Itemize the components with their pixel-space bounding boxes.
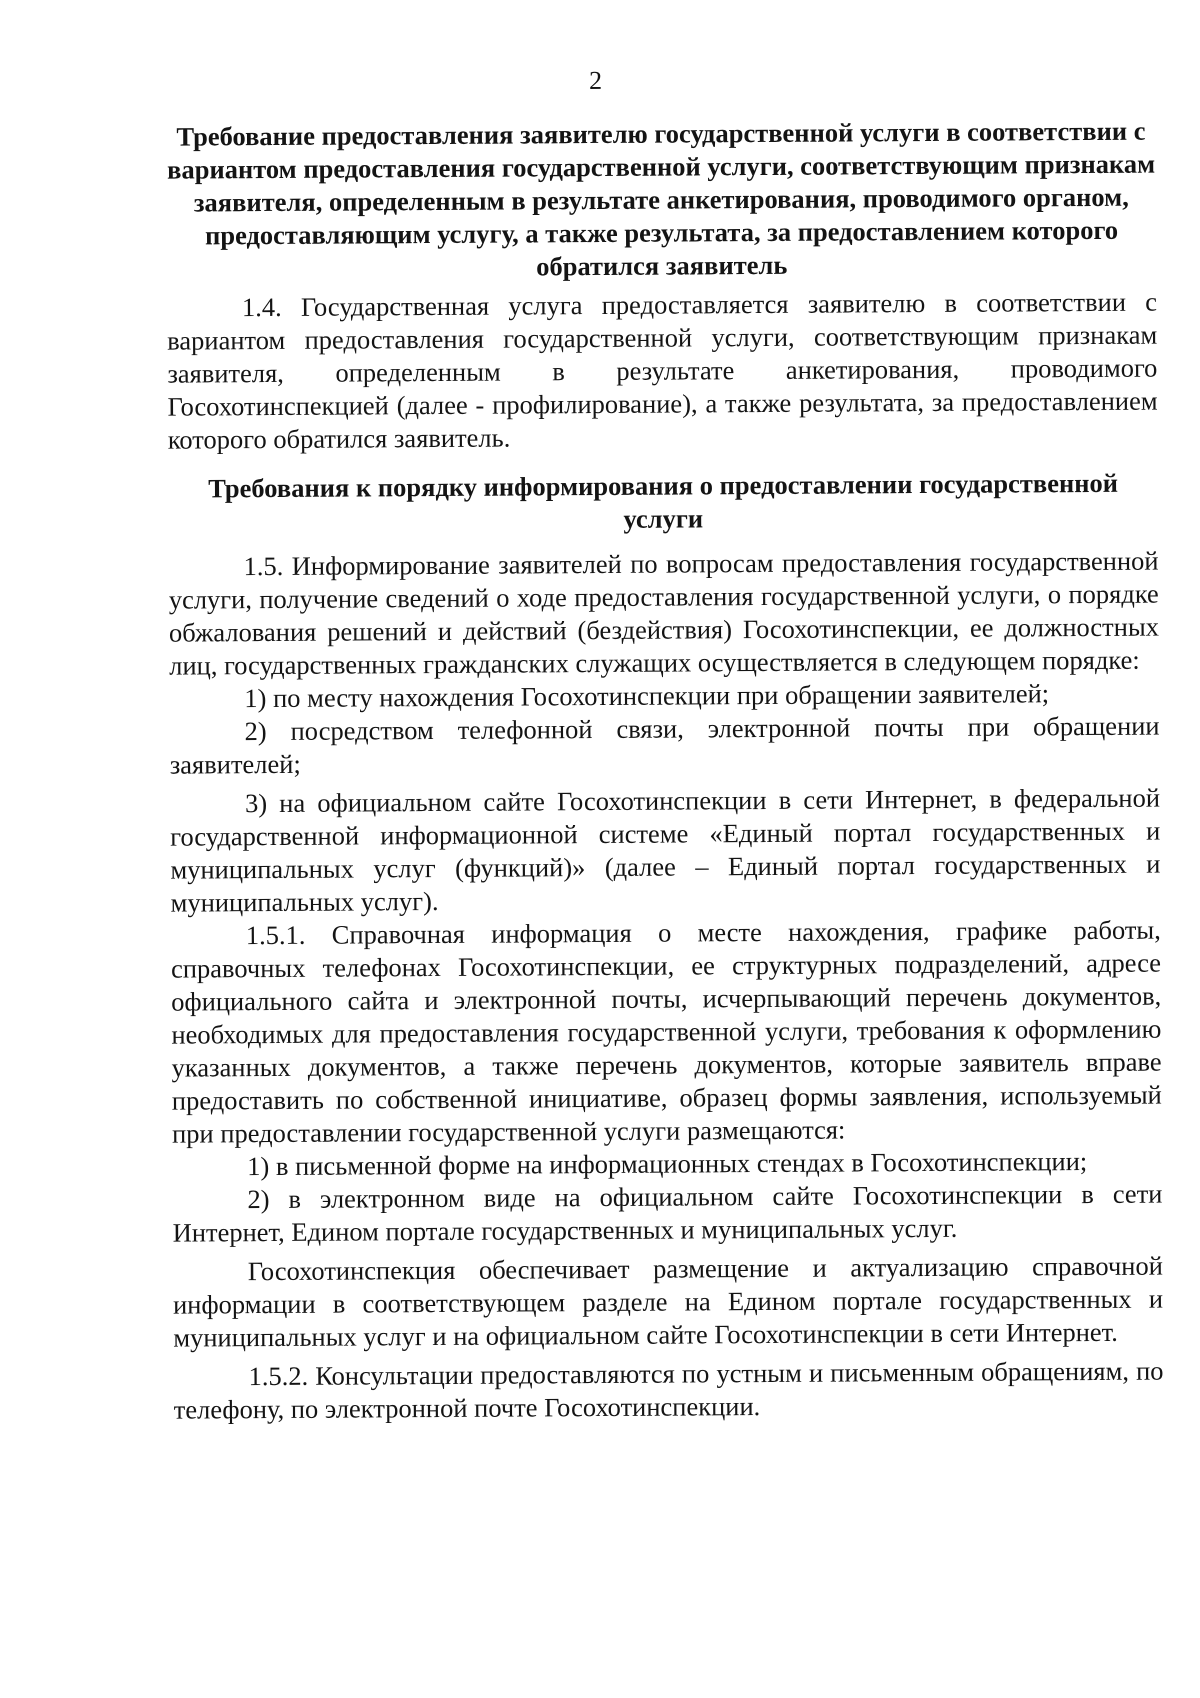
page-number: 2 [589, 65, 603, 96]
list-item-1-5-2: 2) посредством телефонной связи, электронной почты при обращении заявителей; [169, 710, 1160, 780]
section-heading-profiling: Требование предоставления заявителю государственной услуги в соответствии с вариантом предоставления государственной услуги, соответствующим признакам заявителя, определенным в результате анкетирования, проводимого органом, предоставляющим услугу, а также результата, за предоставлением которого обратился заявитель [167, 115, 1156, 282]
list-item-1-5-3: 3) на официальном сайте Госохотинспекции в сети Интернет, в федеральной государственной информационной системе «Единый портал государственных и муниципальных услуг (функций)» (далее – Единый портал государственных и муниципальных услуг). [170, 782, 1161, 918]
paragraph-1-5-2: 1.5.2. Консультации предоставляются по устным и письменным обращениям, по телефону, по электронной почте Госохотинспекции. [173, 1355, 1164, 1425]
document-body [166, 115, 1164, 1427]
paragraph-1-4: 1.4. Государственная услуга предоставляется заявителю в соответствии с вариантом предоставления государственной услуги, соответствующим признакам заявителя, определенным в результате анкетирования, проводимого Госохотинспекцией (далее - профилирование), а также результата, за предоставлением которого обратился заявитель. [167, 286, 1158, 455]
list-item-1-5-1-1: 1) в письменной форме на информационных стендах в Госохотинспекции; [247, 1146, 1088, 1182]
paragraph-1-5-1: 1.5.1. Справочная информация о месте нахождения, графике работы, справочных телефонах Госохотинспекции, ее структурных подразделений, адресе официального сайта и электронной почты, исчерпывающий перечень документов, необходимых для предоставления государственной услуги, требования к оформлению указанных документов, а также перечень документов, которые заявитель вправе предоставить по собственной инициативе, образец формы заявления, используемый при предоставлении государственной услуги размещаются: [170, 914, 1162, 1149]
list-item-1-5-1-2: 2) в электронном виде на официальном сайте Госохотинспекции в сети Интернет, Едином портале государственных и муниципальных услуг. [172, 1178, 1163, 1248]
list-item-1-5-1: 1) по месту нахождения Госохотинспекции при обращении заявителей; [244, 678, 1050, 714]
paragraph-actualization: Госохотинспекция обеспечивает размещение и актуализацию справочной информации в соответствующем разделе на Едином портале государственных и муниципальных услуг и на официальном сайте Госохотинспекции в сети Интернет. [172, 1250, 1164, 1353]
section-heading-informing: Требования к порядку информирования о предоставлении государственной услуги [208, 467, 1119, 534]
paragraph-1-5: 1.5. Информирование заявителей по вопросам предоставления государственной услуги, получение сведений о ходе предоставления государственной услуги, о порядке обжалования решений и действий (бездействия) Госохотинспекции, ее должностных лиц, государственных гражданских служащих осуществляется в следующем порядке: [168, 545, 1160, 681]
